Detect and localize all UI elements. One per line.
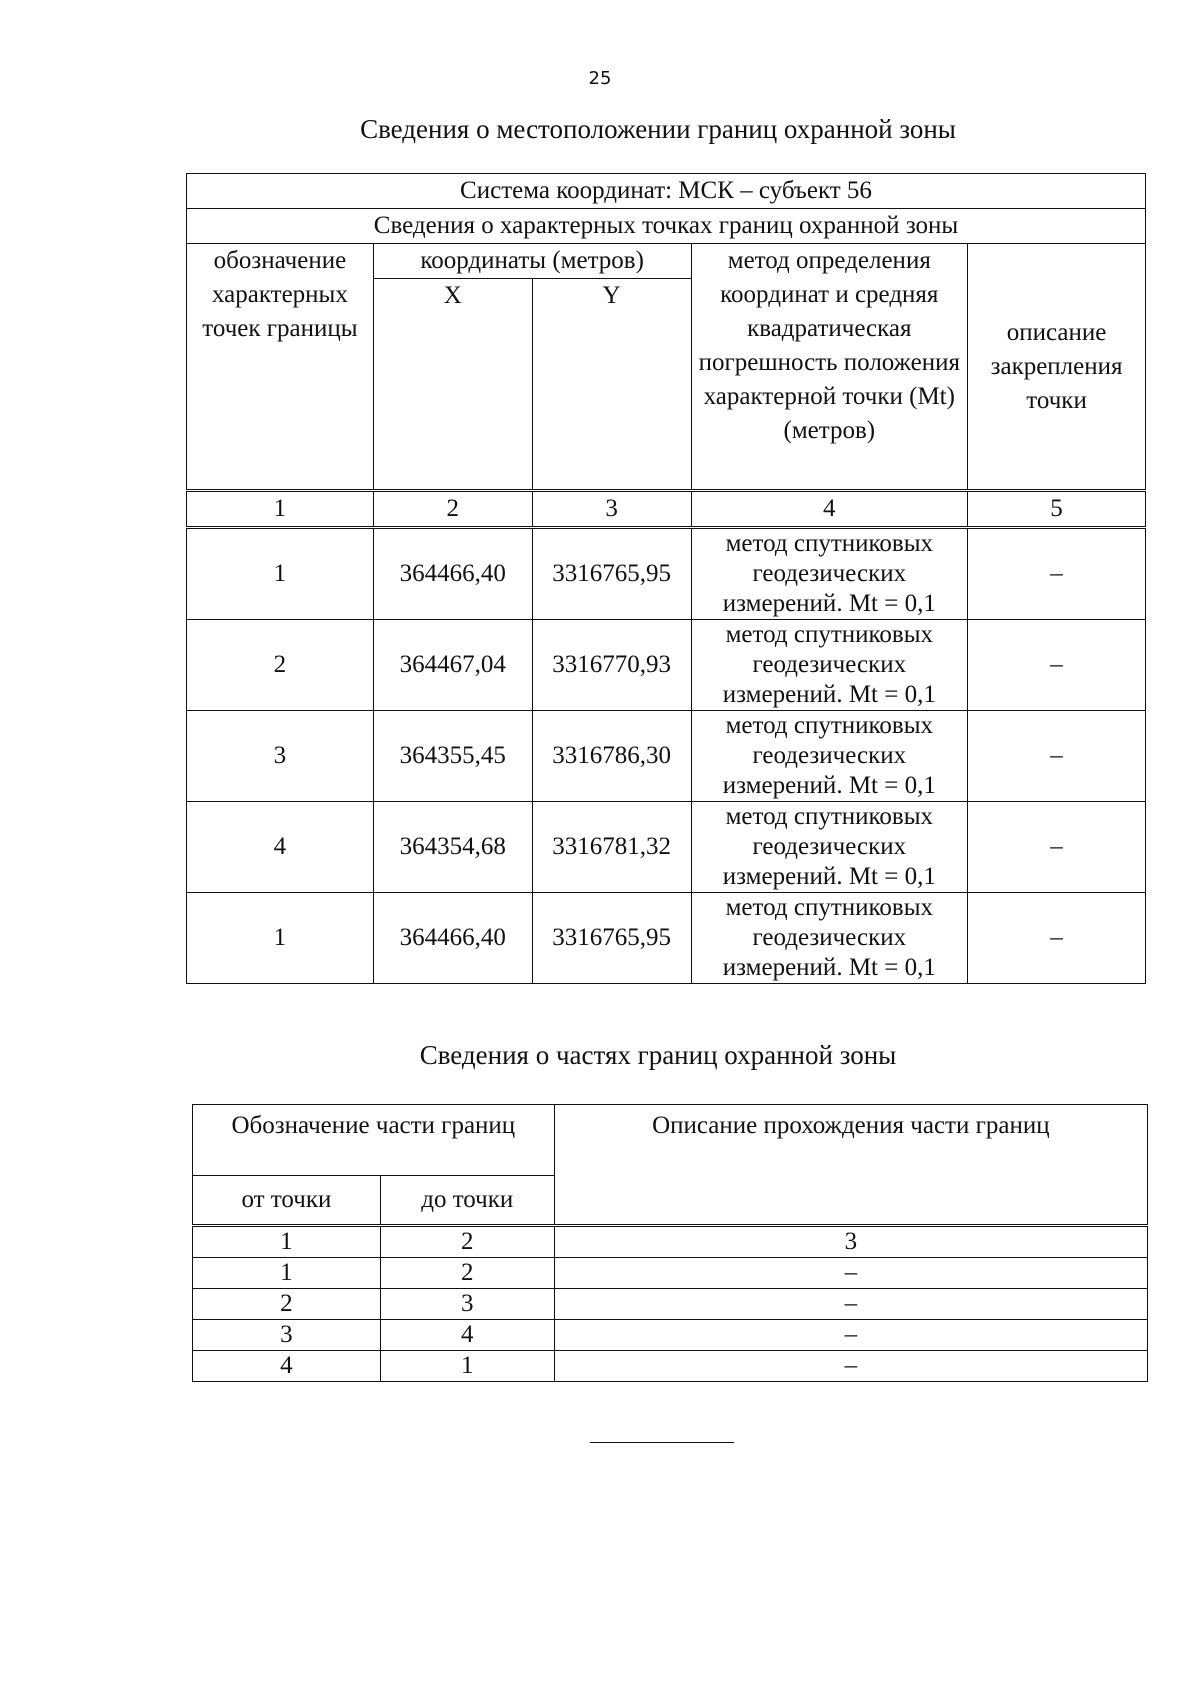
header-row	[187, 244, 1146, 279]
fixing-cell: –	[968, 620, 1146, 711]
col-number: 2	[373, 491, 532, 528]
from-cell: 4	[193, 1351, 381, 1382]
col-number: 1	[187, 491, 374, 528]
fixing-cell: –	[968, 711, 1146, 802]
boundary-parts-table	[192, 1104, 1148, 1382]
table-row	[187, 620, 1146, 711]
closing-rule	[590, 1442, 734, 1443]
page-number: 25	[588, 68, 612, 89]
header-x: X	[373, 279, 532, 491]
method-cell: метод спутниковых геодезических измерений. Mt = 0,1	[691, 711, 968, 802]
table-row	[193, 1320, 1148, 1351]
x-cell: 364466,40	[373, 528, 532, 620]
desc-cell: –	[554, 1258, 1147, 1289]
method-cell: метод спутниковых геодезических измерений. Mt = 0,1	[691, 620, 968, 711]
x-cell: 364354,68	[373, 802, 532, 893]
point-cell: 2	[187, 620, 374, 711]
points-subtitle: Сведения о характерных точках границ охранной зоны	[187, 209, 1146, 244]
col-number: 1	[193, 1226, 381, 1258]
desc-cell: –	[554, 1351, 1147, 1382]
x-cell: 364467,04	[373, 620, 532, 711]
y-cell: 3316786,30	[532, 711, 691, 802]
y-cell: 3316781,32	[532, 802, 691, 893]
column-numbers-row	[187, 491, 1146, 528]
table-row	[193, 1289, 1148, 1320]
y-cell: 3316765,95	[532, 528, 691, 620]
to-cell: 1	[380, 1351, 554, 1382]
header-part: Обозначение части границ	[193, 1105, 555, 1176]
header-y: Y	[532, 279, 691, 491]
y-cell: 3316765,95	[532, 893, 691, 984]
from-cell: 3	[193, 1320, 381, 1351]
section1-title: Сведения о местоположении границ охранной зоны	[360, 114, 956, 144]
x-cell: 364466,40	[373, 893, 532, 984]
x-cell: 364355,45	[373, 711, 532, 802]
header-coords: координаты (метров)	[373, 244, 691, 279]
header-point: обозначение характерных точек границы	[187, 244, 374, 491]
col-number: 2	[380, 1226, 554, 1258]
from-cell: 2	[193, 1289, 381, 1320]
point-cell: 4	[187, 802, 374, 893]
point-cell: 1	[187, 893, 374, 984]
method-cell: метод спутниковых геодезических измерений. Mt = 0,1	[691, 893, 968, 984]
desc-cell: –	[554, 1289, 1147, 1320]
table-row	[193, 1258, 1148, 1289]
boundary-points-table	[186, 173, 1146, 984]
to-cell: 2	[380, 1258, 554, 1289]
point-cell: 3	[187, 711, 374, 802]
section2-title: Сведения о частях границ охранной зоны	[419, 1040, 897, 1070]
to-cell: 4	[380, 1320, 554, 1351]
table-row	[187, 802, 1146, 893]
subtitle-row	[187, 209, 1146, 244]
table-row	[187, 711, 1146, 802]
table-row	[187, 528, 1146, 620]
fixing-cell: –	[968, 893, 1146, 984]
fixing-cell: –	[968, 528, 1146, 620]
header-to: до точки	[380, 1176, 554, 1226]
col-number: 3	[532, 491, 691, 528]
header-from: от точки	[193, 1176, 381, 1226]
col-number: 3	[554, 1226, 1147, 1258]
from-cell: 1	[193, 1258, 381, 1289]
col-number: 4	[691, 491, 968, 528]
point-cell: 1	[187, 528, 374, 620]
method-cell: метод спутниковых геодезических измерений. Mt = 0,1	[691, 802, 968, 893]
col-number: 5	[968, 491, 1146, 528]
y-cell: 3316770,93	[532, 620, 691, 711]
desc-cell: –	[554, 1320, 1147, 1351]
column-numbers-row	[193, 1226, 1148, 1258]
coord-system-row	[187, 174, 1146, 209]
coord-system-label: Система координат: МСК – субъект 56	[187, 174, 1146, 209]
table-row	[193, 1351, 1148, 1382]
table-row	[187, 893, 1146, 984]
header-fixing: описание закрепления точки	[968, 244, 1146, 491]
header-row	[193, 1105, 1148, 1176]
fixing-cell: –	[968, 802, 1146, 893]
header-desc: Описание прохождения части границ	[554, 1105, 1147, 1226]
header-method: метод определения координат и средняя квадратическая погрешность положения характерной точки (Mt) (метров)	[691, 244, 968, 491]
to-cell: 3	[380, 1289, 554, 1320]
method-cell: метод спутниковых геодезических измерений. Mt = 0,1	[691, 528, 968, 620]
